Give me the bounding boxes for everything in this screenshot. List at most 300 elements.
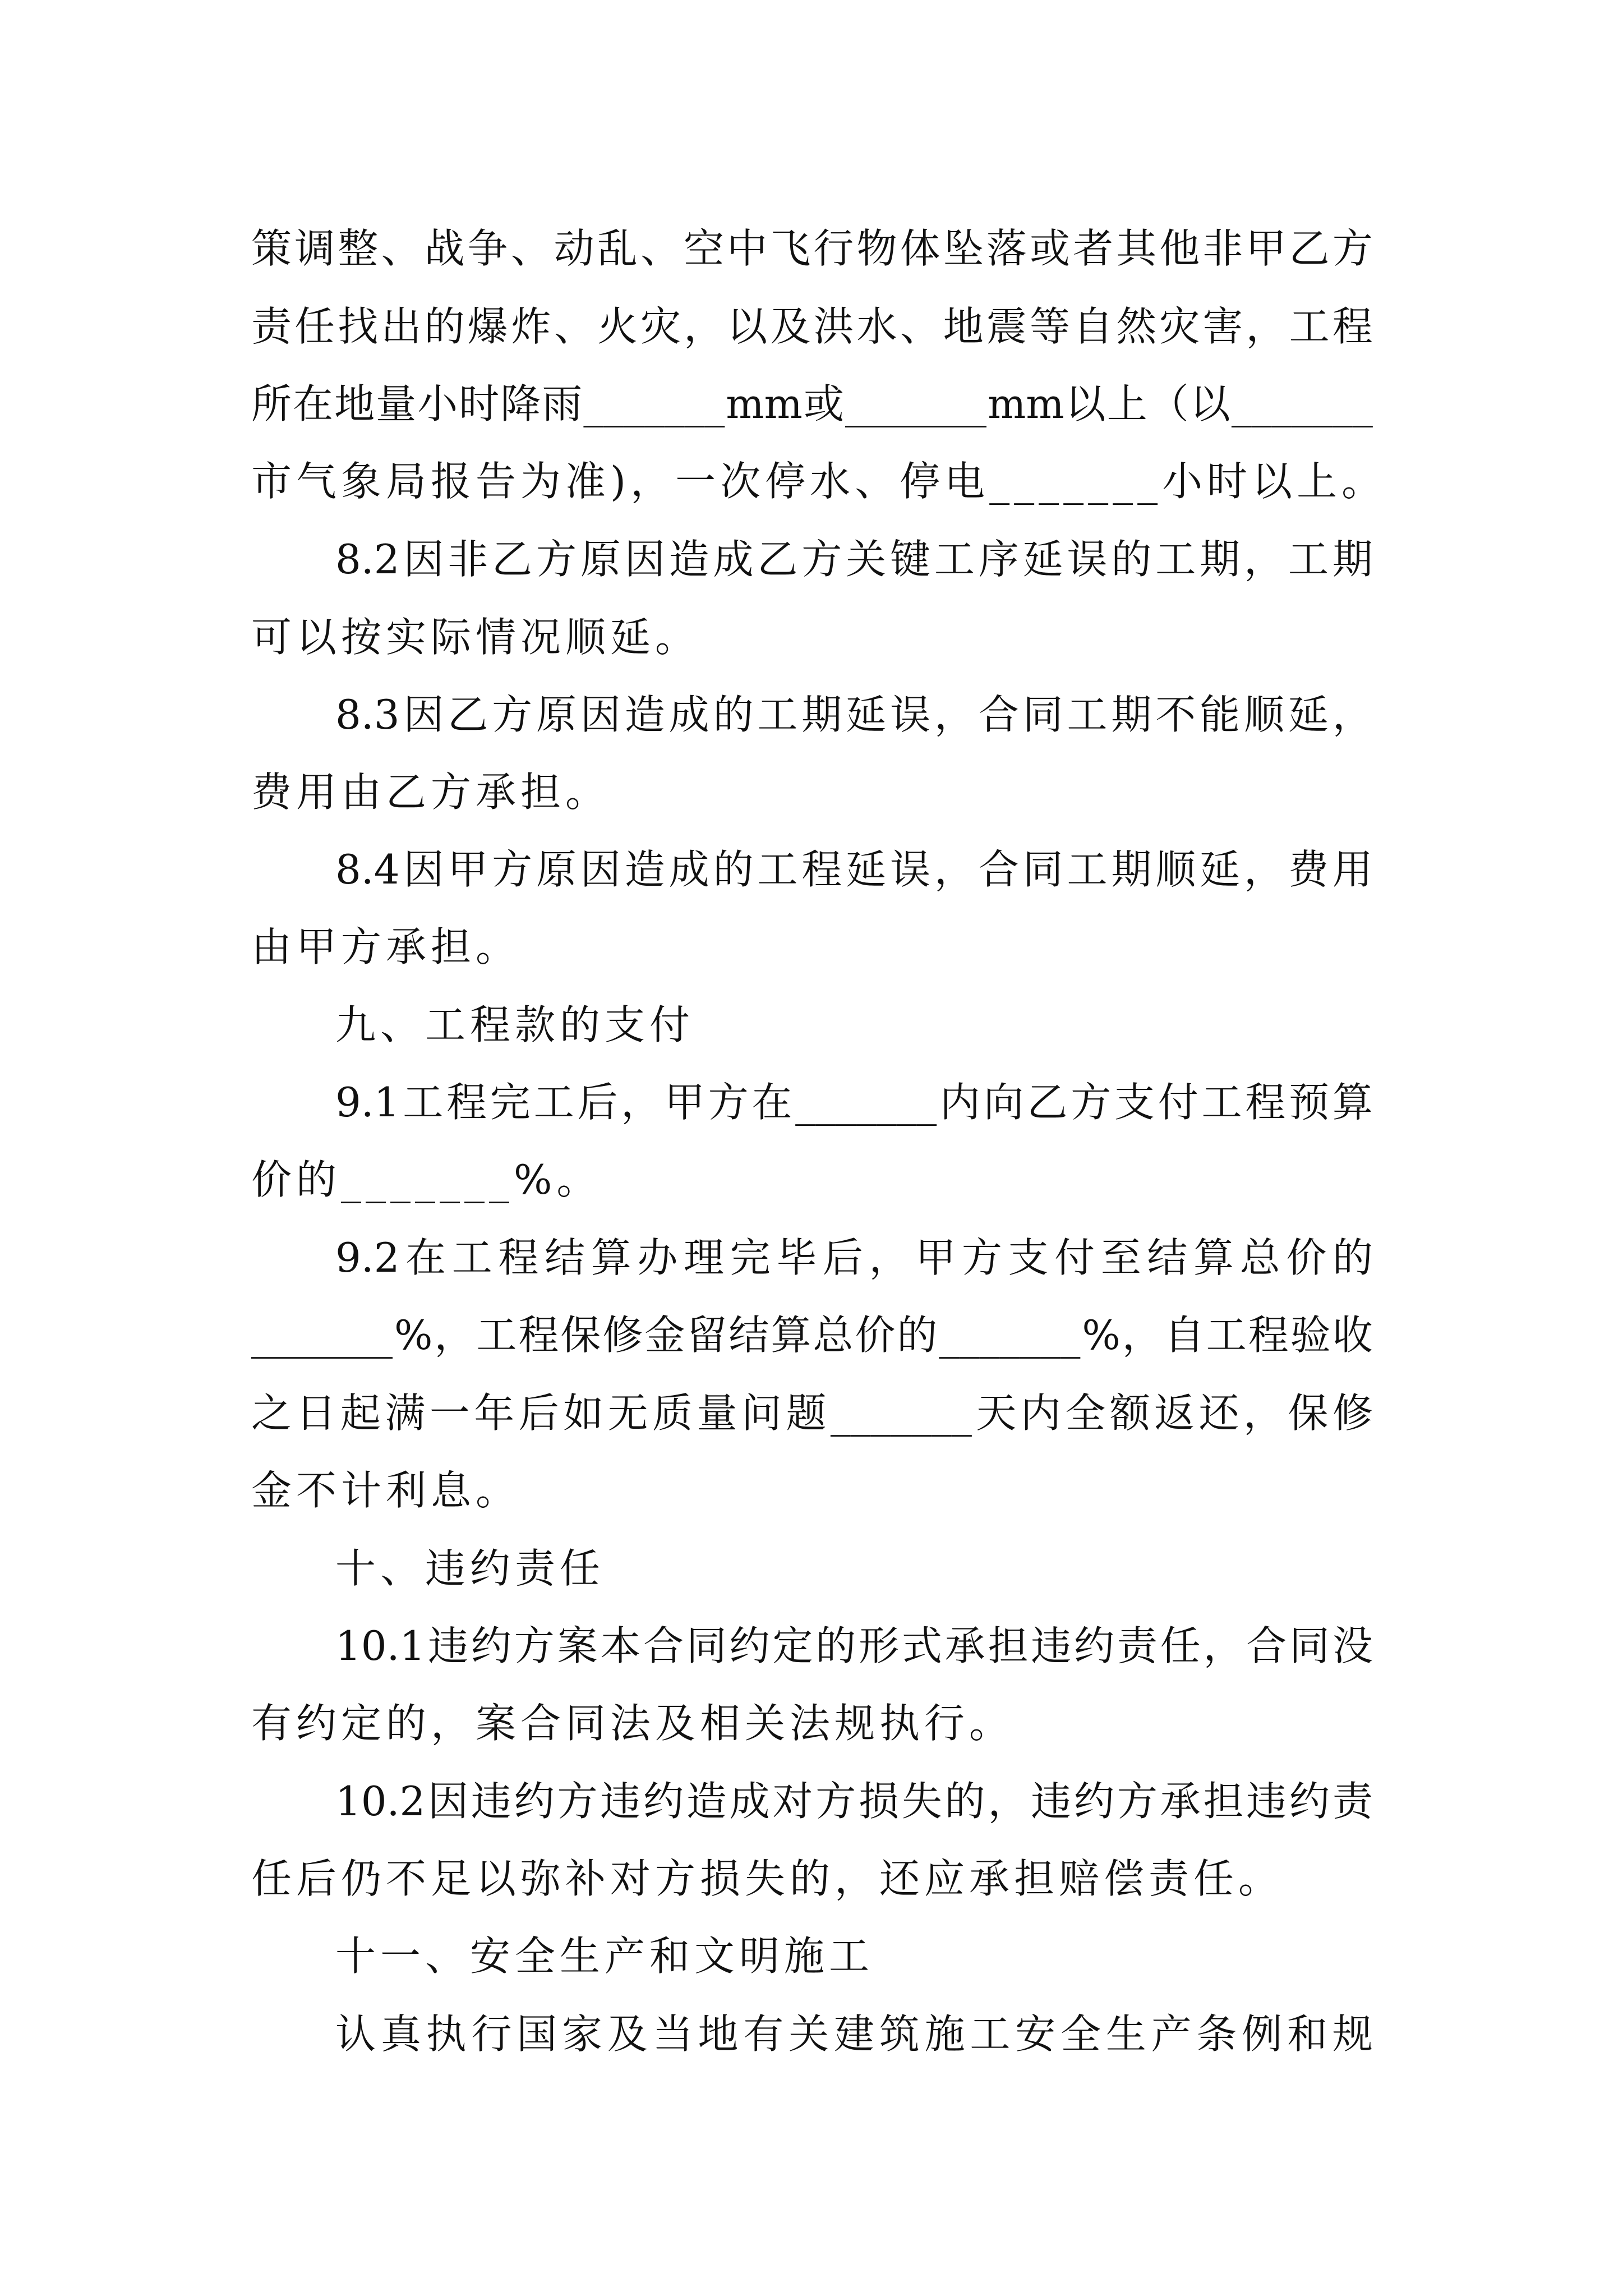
char: 水 — [856, 303, 897, 350]
char: 条 — [1196, 2010, 1237, 2058]
char: 安 — [1015, 2010, 1056, 2058]
blank-field: _______ — [795, 1079, 937, 1126]
char: 成 — [729, 1778, 770, 1825]
char: 工 — [757, 846, 798, 893]
char: 工 — [970, 2010, 1011, 2058]
char: % — [1082, 1312, 1121, 1359]
char: 办 — [637, 1234, 678, 1281]
char: ， — [934, 691, 975, 738]
char: 工 — [1206, 1312, 1247, 1359]
char: 火 — [597, 303, 638, 350]
char: 合 — [978, 846, 1019, 893]
char: 量 — [376, 380, 417, 427]
char: % — [394, 1312, 433, 1359]
char: 约 — [729, 1622, 770, 1669]
text-line — [251, 1301, 1373, 1369]
char: 8.4 — [335, 846, 400, 893]
char: mm — [988, 380, 1064, 427]
char: 方 — [492, 846, 533, 893]
char: 期 — [801, 691, 842, 738]
char: ， — [1332, 691, 1373, 738]
char: 成 — [668, 691, 709, 738]
char: 理 — [683, 1234, 724, 1281]
char: 形 — [859, 1622, 900, 1669]
char: ， — [988, 1778, 1029, 1825]
paragraph-start-8-2 — [335, 526, 1373, 593]
char: 算 — [771, 1312, 811, 1359]
char: 炸 — [510, 303, 551, 350]
char: 担 — [988, 1622, 1029, 1669]
char: 合 — [643, 1622, 684, 1669]
char: 日 — [296, 1389, 336, 1437]
char: 收 — [1332, 1312, 1373, 1359]
char: 因 — [403, 536, 444, 583]
char: 违 — [1246, 1778, 1287, 1825]
char: 延 — [1200, 846, 1241, 893]
char: 害 — [1202, 303, 1243, 350]
char: 乙 — [448, 691, 488, 738]
char: ， — [1244, 536, 1285, 583]
char: 用 — [1332, 846, 1373, 893]
char: 工 — [934, 536, 975, 583]
char: 留 — [686, 1312, 727, 1359]
char: 天 — [976, 1389, 1017, 1437]
char: 期 — [1200, 536, 1241, 583]
text-line: 费用由乙方承担。 — [251, 769, 611, 816]
char: 有 — [743, 2010, 784, 2058]
char: 甲 — [1246, 225, 1287, 272]
char: 地 — [698, 2010, 739, 2058]
char: 方 — [1332, 225, 1373, 272]
char: 小 — [417, 380, 458, 427]
char: 乙 — [492, 536, 533, 583]
char: 程 — [801, 846, 842, 893]
char: 程 — [1245, 1079, 1286, 1126]
char: 之 — [251, 1389, 292, 1437]
char: 验 — [1290, 1312, 1331, 1359]
char: 乙 — [1027, 1079, 1068, 1126]
char: 的 — [944, 1778, 985, 1825]
text-line: 任后仍不足以弥补对方损失的，还应承担赔偿责任。 — [251, 1855, 1284, 1902]
char: 如 — [563, 1389, 604, 1437]
char: 飞 — [770, 225, 811, 272]
char: 完 — [490, 1079, 531, 1126]
paragraph-start-9-1 — [335, 1069, 1373, 1136]
char: 约 — [514, 1778, 555, 1825]
char: 任 — [294, 303, 335, 350]
char: 至 — [1100, 1234, 1141, 1281]
char: 任 — [1160, 1622, 1201, 1669]
char: ， — [1243, 1389, 1284, 1437]
char: ， — [621, 1079, 662, 1126]
char: 工 — [1067, 846, 1108, 893]
char: 在 — [293, 380, 334, 427]
char: 方 — [557, 1778, 598, 1825]
char: 一 — [429, 1389, 470, 1437]
char: 争 — [467, 225, 508, 272]
char: 期 — [1111, 846, 1152, 893]
char: 其 — [1116, 225, 1157, 272]
char: 因 — [403, 846, 444, 893]
char: 全 — [1065, 1389, 1106, 1437]
paragraph-start-8-3 — [335, 681, 1373, 748]
char: 认 — [335, 2010, 376, 2058]
char: 算 — [1193, 1234, 1234, 1281]
char: 价 — [1286, 1234, 1327, 1281]
text-line: 市气象局报告为准)，一次停水、停电_______小时以上。 — [251, 458, 1387, 505]
char: 筑 — [879, 2010, 920, 2058]
char: ， — [869, 1234, 910, 1281]
char: 当 — [652, 2010, 693, 2058]
char: 量 — [697, 1389, 737, 1437]
char: 造 — [668, 536, 709, 583]
char: 方 — [708, 1079, 749, 1126]
char: 担 — [1203, 1778, 1244, 1825]
char: 约 — [1074, 1622, 1115, 1669]
char: 约 — [1074, 1778, 1115, 1825]
char: 整 — [338, 225, 379, 272]
char: 成 — [713, 536, 754, 583]
char: 后 — [577, 1079, 618, 1126]
char: ， — [1203, 1622, 1244, 1669]
char: 延 — [846, 691, 887, 738]
char: 费 — [1288, 846, 1329, 893]
char: 找 — [338, 303, 379, 350]
char: 年 — [474, 1389, 515, 1437]
char: 关 — [789, 2010, 829, 2058]
char: 中 — [727, 225, 768, 272]
char: 责 — [1332, 1778, 1373, 1825]
blank-field: _______ — [251, 1312, 393, 1359]
char: 违 — [1031, 1778, 1072, 1825]
char: 延 — [1022, 536, 1063, 583]
char: 动 — [554, 225, 594, 272]
char: 保 — [560, 1312, 601, 1359]
char: 以 — [727, 303, 768, 350]
char: 因 — [624, 536, 665, 583]
char: 付 — [1158, 1079, 1198, 1126]
char: 因 — [580, 691, 621, 738]
char: 方 — [815, 1778, 856, 1825]
char: 后 — [822, 1234, 863, 1281]
char: 物 — [856, 225, 897, 272]
char: 案 — [557, 1622, 598, 1669]
char: 方 — [514, 1622, 555, 1669]
char: 程 — [1248, 1312, 1289, 1359]
text-line — [251, 215, 1373, 282]
char: 定 — [772, 1622, 813, 1669]
char: 工 — [533, 1079, 574, 1126]
char: 和 — [1287, 2010, 1328, 2058]
char: 顺 — [1155, 846, 1196, 893]
char: 的 — [713, 846, 754, 893]
text-line — [251, 370, 1373, 438]
char: 乱 — [597, 225, 638, 272]
char: 对 — [772, 1778, 813, 1825]
char: 的 — [897, 1312, 938, 1359]
char: 程 — [498, 1234, 539, 1281]
char: 总 — [1239, 1234, 1280, 1281]
char: 起 — [340, 1389, 381, 1437]
char: 体 — [900, 225, 940, 272]
char: 不 — [1155, 691, 1196, 738]
char: 家 — [562, 2010, 603, 2058]
char: 工 — [1155, 536, 1196, 583]
char: 在 — [405, 1234, 446, 1281]
char: 方 — [801, 536, 842, 583]
char: 降 — [500, 380, 541, 427]
char: 结 — [545, 1234, 585, 1281]
char: mm — [726, 380, 803, 427]
char: 非 — [448, 536, 488, 583]
char: 者 — [1073, 225, 1114, 272]
paragraph-start-safety — [335, 2000, 1373, 2068]
char: 序 — [978, 536, 1019, 583]
char: 延 — [1288, 691, 1329, 738]
char: 同 — [1289, 1622, 1330, 1669]
char: 坠 — [943, 225, 984, 272]
char: 完 — [730, 1234, 771, 1281]
char: 9.1 — [335, 1079, 400, 1126]
char: 违 — [471, 1778, 511, 1825]
char: 程 — [518, 1312, 559, 1359]
char: 9.2 — [335, 1234, 400, 1281]
char: 算 — [1332, 1079, 1373, 1126]
char: 程 — [446, 1079, 487, 1126]
char: 向 — [983, 1079, 1024, 1126]
char: 合 — [978, 691, 1019, 738]
char: 期 — [1111, 691, 1152, 738]
char: 出 — [381, 303, 422, 350]
char: 、 — [640, 225, 681, 272]
char: 责 — [251, 303, 292, 350]
section-heading-liability: 十、违约责任 — [335, 1545, 605, 1592]
blank-field: _______ — [1231, 380, 1373, 427]
char: 工 — [451, 1234, 492, 1281]
char: 的 — [424, 303, 465, 350]
char: 以 — [1065, 380, 1106, 427]
char: 、 — [510, 225, 551, 272]
char: 约 — [1289, 1778, 1330, 1825]
char: 地 — [943, 303, 984, 350]
char: 原 — [536, 691, 577, 738]
char: 产 — [1151, 2010, 1192, 2058]
paragraph-start-10-1 — [335, 1612, 1373, 1680]
char: 约 — [471, 1622, 511, 1669]
char: 价 — [855, 1312, 896, 1359]
char: 违 — [1031, 1622, 1072, 1669]
char: 程 — [1332, 303, 1373, 350]
char: 行 — [813, 225, 854, 272]
char: 内 — [939, 1079, 980, 1126]
paragraph-start-9-2 — [335, 1224, 1373, 1291]
char: 然 — [1116, 303, 1157, 350]
char: 本 — [600, 1622, 641, 1669]
char: 约 — [643, 1778, 684, 1825]
char: 10.1 — [335, 1622, 426, 1669]
char: 修 — [1332, 1389, 1373, 1437]
char: 付 — [1054, 1234, 1095, 1281]
char: 期 — [1332, 536, 1373, 583]
char: 质 — [652, 1389, 693, 1437]
char: 成 — [668, 846, 709, 893]
blank-field: _______ — [845, 380, 987, 427]
char: 10.2 — [335, 1778, 426, 1825]
char: 以 — [1189, 380, 1230, 427]
char: 损 — [859, 1778, 900, 1825]
char: 的 — [1332, 1234, 1373, 1281]
char: 题 — [786, 1389, 827, 1437]
char: 工 — [403, 1079, 444, 1126]
char: ， — [934, 846, 975, 893]
char: 、 — [554, 303, 594, 350]
char: 内 — [1020, 1389, 1061, 1437]
char: 灾 — [640, 303, 681, 350]
char: 同 — [1022, 691, 1063, 738]
char: 原 — [580, 536, 621, 583]
char: 上 — [1106, 380, 1147, 427]
char: 键 — [890, 536, 931, 583]
char: ， — [684, 303, 725, 350]
char: 、 — [381, 225, 422, 272]
char: 工 — [1201, 1079, 1242, 1126]
char: 震 — [986, 303, 1027, 350]
char: 方 — [492, 691, 533, 738]
char: 同 — [1022, 846, 1063, 893]
char: 支 — [1008, 1234, 1049, 1281]
paragraph-start-10-2 — [335, 1768, 1373, 1835]
char: 方 — [536, 536, 577, 583]
char: 问 — [741, 1389, 782, 1437]
char: 延 — [846, 846, 887, 893]
char: 的 — [815, 1622, 856, 1669]
char: 及 — [770, 303, 811, 350]
char: 灾 — [1159, 303, 1200, 350]
char: 乙 — [757, 536, 798, 583]
char: 雨 — [542, 380, 583, 427]
char: 式 — [901, 1622, 942, 1669]
section-heading-payment: 九、工程款的支付 — [335, 1001, 695, 1048]
char: 额 — [1109, 1389, 1150, 1437]
char: 、 — [900, 303, 940, 350]
char: 预 — [1289, 1079, 1330, 1126]
char: 落 — [986, 225, 1027, 272]
char: 保 — [1288, 1389, 1329, 1437]
char: 工 — [757, 691, 798, 738]
char: 顺 — [1244, 691, 1285, 738]
char: 真 — [380, 2010, 421, 2058]
char: 方 — [1117, 1778, 1158, 1825]
char: 工 — [476, 1312, 517, 1359]
char: 因 — [403, 691, 444, 738]
text-line: 有约定的，案合同法及相关法规执行。 — [251, 1700, 1015, 1747]
paragraph-start-8-4 — [335, 836, 1373, 903]
text-line: 金不计利息。 — [251, 1467, 521, 1514]
char: 违 — [600, 1778, 641, 1825]
char: 能 — [1200, 691, 1241, 738]
char: ， — [1246, 303, 1287, 350]
text-line: 由甲方承担。 — [251, 923, 521, 970]
text-line — [251, 1379, 1373, 1447]
char: 造 — [686, 1778, 727, 1825]
char: 工 — [1288, 536, 1329, 583]
char: 自 — [1164, 1312, 1205, 1359]
char: 承 — [944, 1622, 985, 1669]
char: 误 — [890, 691, 931, 738]
char: 建 — [833, 2010, 874, 2058]
char: 及 — [607, 2010, 648, 2058]
char: 甲 — [448, 846, 488, 893]
char: 非 — [1202, 225, 1243, 272]
char: 原 — [536, 846, 577, 893]
char: 关 — [846, 536, 887, 583]
char: 修 — [602, 1312, 643, 1359]
char: 或 — [803, 380, 844, 427]
char: 失 — [901, 1778, 942, 1825]
char: 没 — [1332, 1622, 1373, 1669]
char: 金 — [644, 1312, 685, 1359]
char: 国 — [517, 2010, 557, 2058]
char: 工 — [1289, 303, 1330, 350]
char: 战 — [424, 225, 465, 272]
char: 地 — [334, 380, 375, 427]
blank-field: _______ — [939, 1312, 1081, 1359]
char: 所 — [251, 380, 292, 427]
char: 时 — [459, 380, 500, 427]
char: 毕 — [776, 1234, 817, 1281]
char: 后 — [518, 1389, 559, 1437]
char: 造 — [624, 691, 665, 738]
char: 全 — [1061, 2010, 1101, 2058]
char: 例 — [1242, 2010, 1283, 2058]
char: 行 — [471, 2010, 512, 2058]
char: 同 — [686, 1622, 727, 1669]
text-line — [251, 293, 1373, 360]
char: 自 — [1073, 303, 1114, 350]
char: 或 — [1029, 225, 1070, 272]
char: 调 — [294, 225, 335, 272]
char: 方 — [961, 1234, 1002, 1281]
char: 结 — [1147, 1234, 1188, 1281]
char: 生 — [1105, 2010, 1146, 2058]
char: 支 — [1114, 1079, 1155, 1126]
char: 满 — [385, 1389, 426, 1437]
char: 的 — [713, 691, 754, 738]
char: 甲 — [915, 1234, 956, 1281]
char: 施 — [924, 2010, 965, 2058]
text-line: 可以按实际情况顺延。 — [251, 614, 700, 661]
blank-field: _______ — [830, 1389, 972, 1437]
char: 误 — [890, 846, 931, 893]
char: ， — [1244, 846, 1285, 893]
char: 甲 — [664, 1079, 705, 1126]
char: 等 — [1029, 303, 1070, 350]
char: 因 — [428, 1778, 469, 1825]
char: ， — [434, 1312, 475, 1359]
char: （ — [1148, 380, 1189, 427]
char: 在 — [751, 1079, 792, 1126]
char: 无 — [607, 1389, 648, 1437]
char: 责 — [1117, 1622, 1158, 1669]
char: 工 — [1067, 691, 1108, 738]
char: ， — [1122, 1312, 1163, 1359]
char: 造 — [624, 846, 665, 893]
char: 的 — [1111, 536, 1152, 583]
char: 空 — [684, 225, 725, 272]
char: 返 — [1154, 1389, 1195, 1437]
char: 总 — [813, 1312, 854, 1359]
text-line: 价的_______%。 — [251, 1156, 602, 1203]
